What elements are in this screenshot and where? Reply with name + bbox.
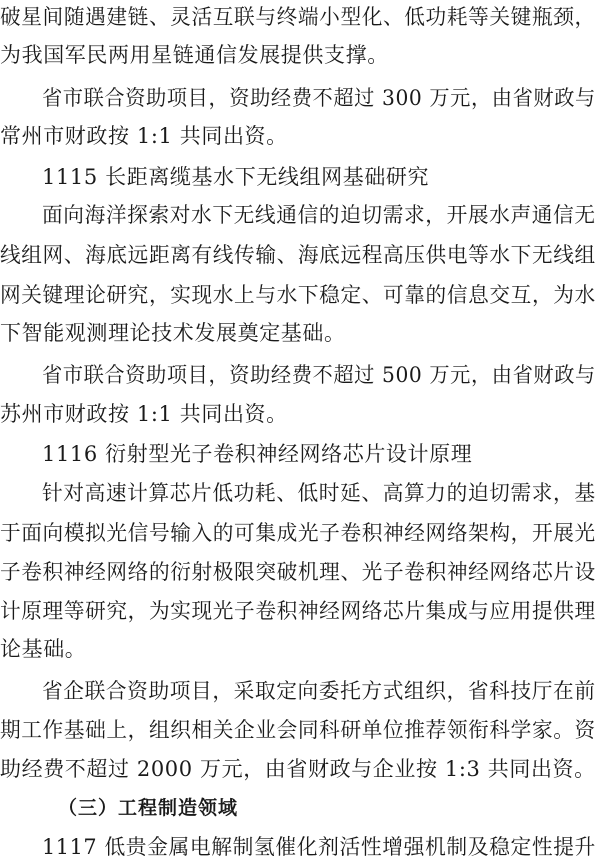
paragraph-line: 破星间随遇建链、灵活互联与终端小型化、低功耗等关键瓶颈， [0, 5, 596, 29]
funding-line: 苏州市财政按 1:1 共同出资。 [0, 402, 288, 426]
paragraph-line: 于面向模拟光信号输入的可集成光子卷积神经网络架构，开展光 [0, 521, 596, 545]
paragraph-line: 线组网、海底远距离有线传输、海底远程高压供电等水下无线组 [0, 243, 596, 267]
project-heading-1116: 1116 衍射型光子卷积神经网络芯片设计原理 [42, 442, 473, 466]
funding-line: 助经费不超过 2000 万元，由省财政与企业按 1:3 共同出资。 [0, 757, 596, 781]
funding-line: 省市联合资助项目，资助经费不超过 300 万元，由省财政与 [42, 86, 596, 110]
section-heading: （三）工程制造领域 [58, 797, 239, 819]
paragraph-line: 为我国军民两用星链通信发展提供支撑。 [0, 43, 389, 67]
funding-line: 省企联合资助项目，采取定向委托方式组织，省科技厅在前 [42, 679, 596, 703]
funding-line: 省市联合资助项目，资助经费不超过 500 万元，由省财政与 [42, 363, 596, 387]
funding-line: 期工作基础上，组织相关企业会同科研单位推荐领衔科学家。资 [0, 718, 596, 742]
project-heading-1115: 1115 长距离缆基水下无线组网基础研究 [42, 165, 430, 189]
paragraph-line: 子卷积神经网络的衍射极限突破机理、光子卷积神经网络芯片设 [0, 560, 596, 584]
paragraph-line: 面向海洋探索对水下无线通信的迫切需求，开展水声通信无 [42, 203, 596, 227]
paragraph-line: 论基础。 [0, 637, 87, 661]
paragraph-line: 计原理等研究，为实现光子卷积神经网络芯片集成与应用提供理 [0, 599, 596, 623]
funding-line: 常州市财政按 1:1 共同出资。 [0, 124, 288, 148]
paragraph-line: 网关键理论研究，实现水上与水下稳定、可靠的信息交互，为水 [0, 283, 596, 307]
paragraph-line: 下智能观测理论技术发展奠定基础。 [0, 321, 346, 345]
project-heading-1117: 1117 低贵金属电解制氢催化剂活性增强机制及稳定性提升 [42, 835, 596, 859]
paragraph-line: 针对高速计算芯片低功耗、低时延、高算力的迫切需求，基 [42, 481, 596, 505]
